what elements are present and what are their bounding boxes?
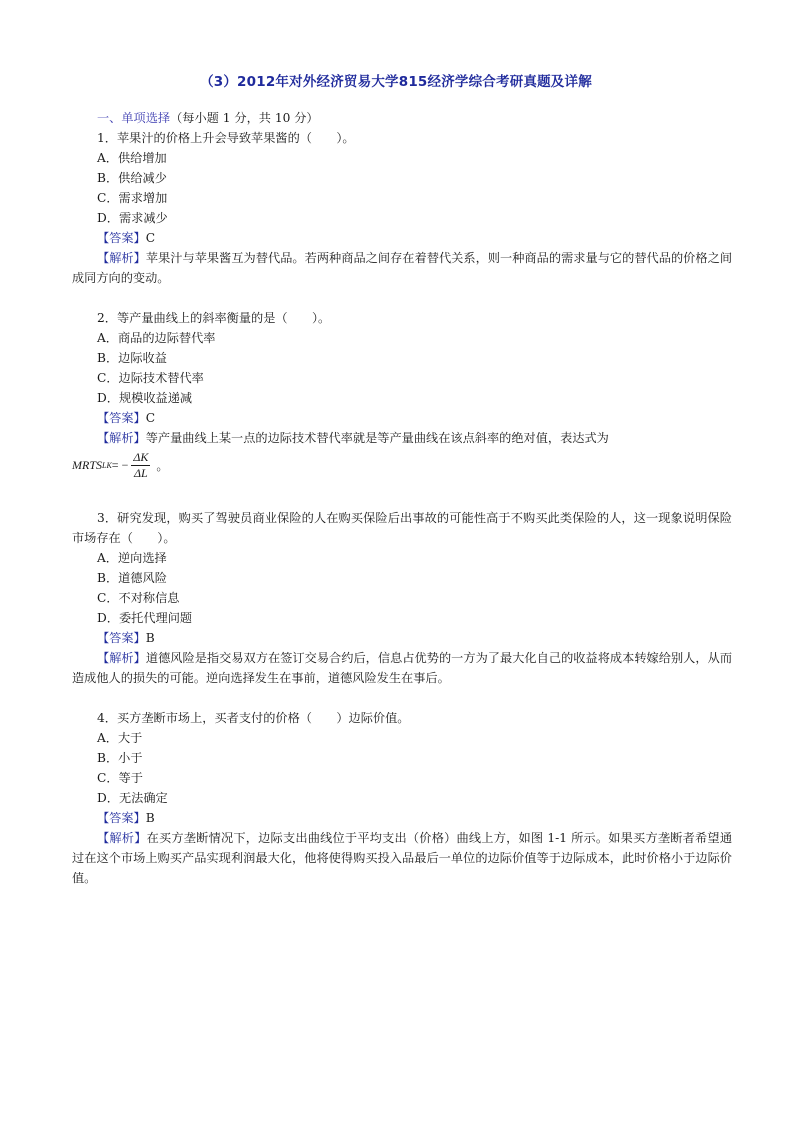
question-3-analysis	[72, 648, 732, 688]
answer-value: B	[145, 631, 155, 645]
analysis-text: 等产量曲线上某一点的边际技术替代率就是等产量曲线在该点斜率的绝对值，表达式为	[145, 431, 609, 445]
question-3-option-d: D．委托代理问题	[97, 611, 193, 625]
question-1-stem: 1．苹果汁的价格上升会导致苹果酱的（ ）。	[97, 131, 355, 145]
question-4-option-d: D．无法确定	[97, 791, 168, 805]
question-3-option-c: C．不对称信息	[97, 591, 180, 605]
question-4-analysis	[72, 828, 732, 888]
question-4-option-a: A．大于	[97, 731, 143, 745]
question-1-option-a: A．供给增加	[97, 151, 167, 165]
question-2-answer	[97, 408, 155, 428]
analysis-label: 【解析】	[97, 651, 146, 665]
question-4-option-c: C．等于	[97, 771, 143, 785]
answer-value: C	[145, 231, 156, 245]
analysis-text: 苹果汁与苹果酱互为替代品。若两种商品之间存在着替代关系，则一种商品的需求量与它的替代品的价格之间成同方向的变动。	[72, 251, 733, 285]
formula-denominator: ΔL	[134, 466, 148, 480]
answer-label: 【答案】	[97, 411, 146, 425]
section-note: （每小题 1 分，共 10 分）	[170, 111, 319, 125]
analysis-text: 在买方垄断情况下，边际支出曲线位于平均支出（价格）曲线上方，如图 1-1 所示。如果买方垄断者希望通过在这个市场上购买产品实现利润最大化，他将使得购买投入品最后一单位的边际价值等于边际成本，此时价格小于边际价值。	[72, 831, 733, 885]
question-2-analysis	[72, 428, 732, 448]
question-1-analysis	[72, 248, 732, 288]
question-3-option-a: A．逆向选择	[97, 551, 167, 565]
analysis-label: 【解析】	[97, 431, 146, 445]
question-2-option-c: C．边际技术替代率	[97, 371, 204, 385]
question-3-stem: 3．研究发现，购买了驾驶员商业保险的人在购买保险后出事故的可能性高于不购买此类保险的人，这一现象说明保险市场存在（ ）。	[72, 511, 732, 545]
question-1-option-c: C．需求增加	[97, 191, 168, 205]
answer-value: B	[145, 811, 155, 825]
answer-label: 【答案】	[97, 231, 146, 245]
question-4-answer	[97, 808, 155, 828]
question-2-option-d: D．规模收益递减	[97, 391, 193, 405]
formula-equals: = −	[111, 458, 129, 472]
question-4-option-b: B．小于	[97, 751, 143, 765]
question-2-stem: 2．等产量曲线上的斜率衡量的是（ ）。	[97, 311, 331, 325]
question-3-option-b: B．道德风险	[97, 571, 167, 585]
question-1-option-b: B．供给减少	[97, 171, 167, 185]
analysis-text: 道德风险是指交易双方在签订交易合约后，信息占优势的一方为了最大化自己的收益将成本转嫁给别人，从而造成他人的损失的可能。逆向选择发生在事前，道德风险发生在事后。	[72, 651, 733, 685]
question-2-option-b: B．边际收益	[97, 351, 167, 365]
section-heading	[97, 108, 319, 128]
formula-subscript: LK	[102, 461, 112, 470]
answer-value: C	[145, 411, 156, 425]
answer-label: 【答案】	[97, 631, 146, 645]
analysis-label: 【解析】	[97, 251, 146, 265]
question-2-option-a: A．商品的边际替代率	[97, 331, 216, 345]
analysis-label: 【解析】	[97, 831, 147, 845]
formula-numerator: ΔK	[133, 450, 149, 464]
question-1-option-d: D．需求减少	[97, 211, 168, 225]
section-heading-label: 一、单项选择	[97, 111, 171, 125]
mrts-formula	[72, 450, 168, 481]
formula-lhs: MRTS	[72, 458, 102, 472]
question-1-answer	[97, 228, 155, 248]
formula-fraction	[131, 450, 150, 481]
answer-label: 【答案】	[97, 811, 146, 825]
question-3-answer	[97, 628, 155, 648]
formula-end: 。	[156, 459, 169, 473]
question-4-stem: 4．买方垄断市场上，买者支付的价格（ ）边际价值。	[97, 711, 410, 725]
document-title: （3）2012年对外经济贸易大学815经济学综合考研真题及详解	[200, 74, 592, 90]
